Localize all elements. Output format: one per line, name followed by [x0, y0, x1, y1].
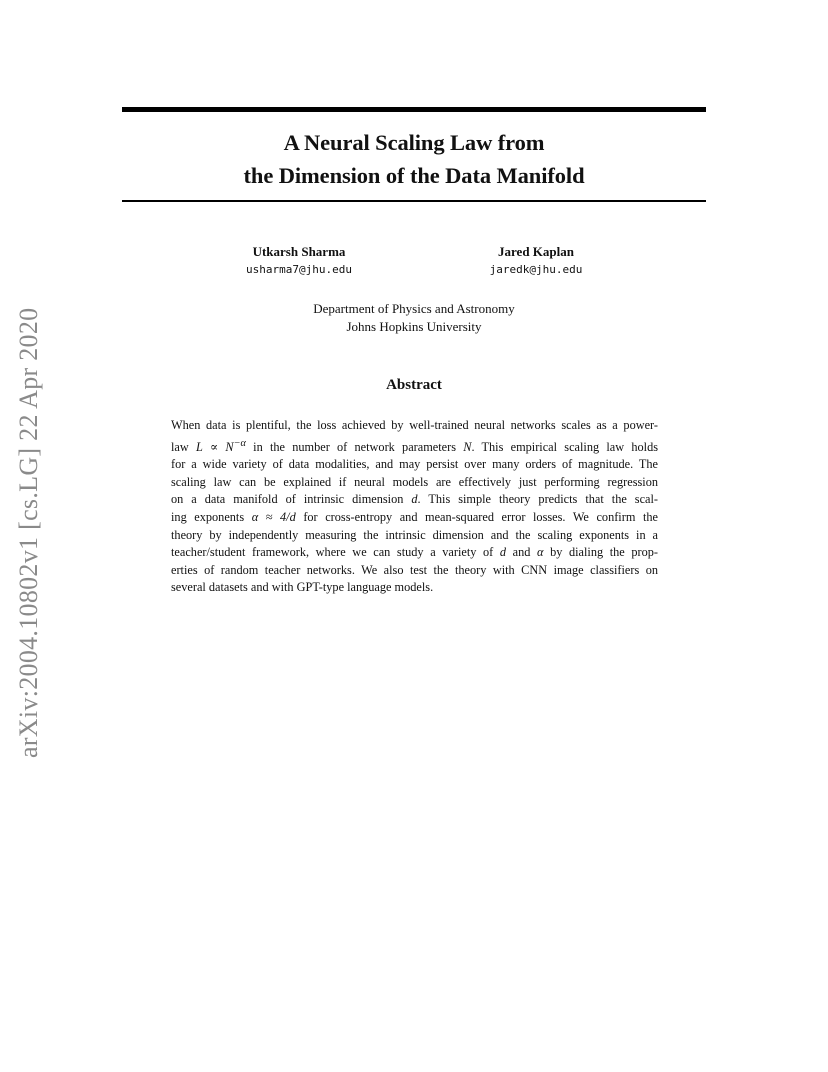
title-top-rule [122, 107, 706, 112]
title-bottom-rule [122, 200, 706, 202]
author-email: usharma7@jhu.edu [246, 263, 352, 276]
affiliation-department: Department of Physics and Astronomy [313, 301, 515, 316]
author-block [199, 243, 399, 279]
paper-title [122, 126, 706, 192]
title-line-1: A Neural Scaling Law from [283, 130, 545, 155]
author-name: Utkarsh Sharma [252, 244, 346, 259]
affiliation-university: Johns Hopkins University [346, 318, 482, 334]
abstract-line: several datasets and with GPT-type language models. [171, 580, 434, 595]
abstract-line: for a wide variety of data modalities, and may persist over many orders of magnitude. The [171, 457, 658, 472]
title-line-2: the Dimension of the Data Manifold [243, 163, 585, 188]
abstract-body [171, 417, 658, 597]
abstract-line: teacher/student framework, where we can study a variety of d and α by dialing the prop- [171, 545, 659, 560]
abstract-line: erties of random teacher networks. We also test the theory with CNN image classifiers on [171, 562, 658, 577]
abstract-heading: Abstract [386, 377, 442, 393]
abstract-line: law $L \propto N^{-\alpha}$ in the number of network parameters N. This empirical scaling law holds [171, 437, 658, 454]
abstract-line: When data is plentiful, the loss achieved by well-trained neural networks scales as a power- [171, 418, 658, 432]
author-email: jaredk@jhu.edu [489, 263, 583, 276]
arxiv-identifier-stamp: arXiv:2004.10802v1 [cs.LG] 22 Apr 2020 [14, 307, 43, 758]
abstract-line: ing exponents α ≈ 4/d for cross-entropy and mean-squared error losses. We confirm the [171, 510, 658, 525]
abstract-line: theory by independently measuring the intrinsic dimension and the scaling exponents in a [171, 527, 658, 542]
abstract-line: on a data manifold of intrinsic dimension d. This simple theory predicts that the scal- [171, 492, 658, 507]
author-block [436, 243, 636, 279]
author-name: Jared Kaplan [498, 244, 574, 259]
affiliation [122, 300, 706, 335]
abstract-line: scaling law can be explained if neural models are effectively just performing regression [171, 474, 658, 489]
